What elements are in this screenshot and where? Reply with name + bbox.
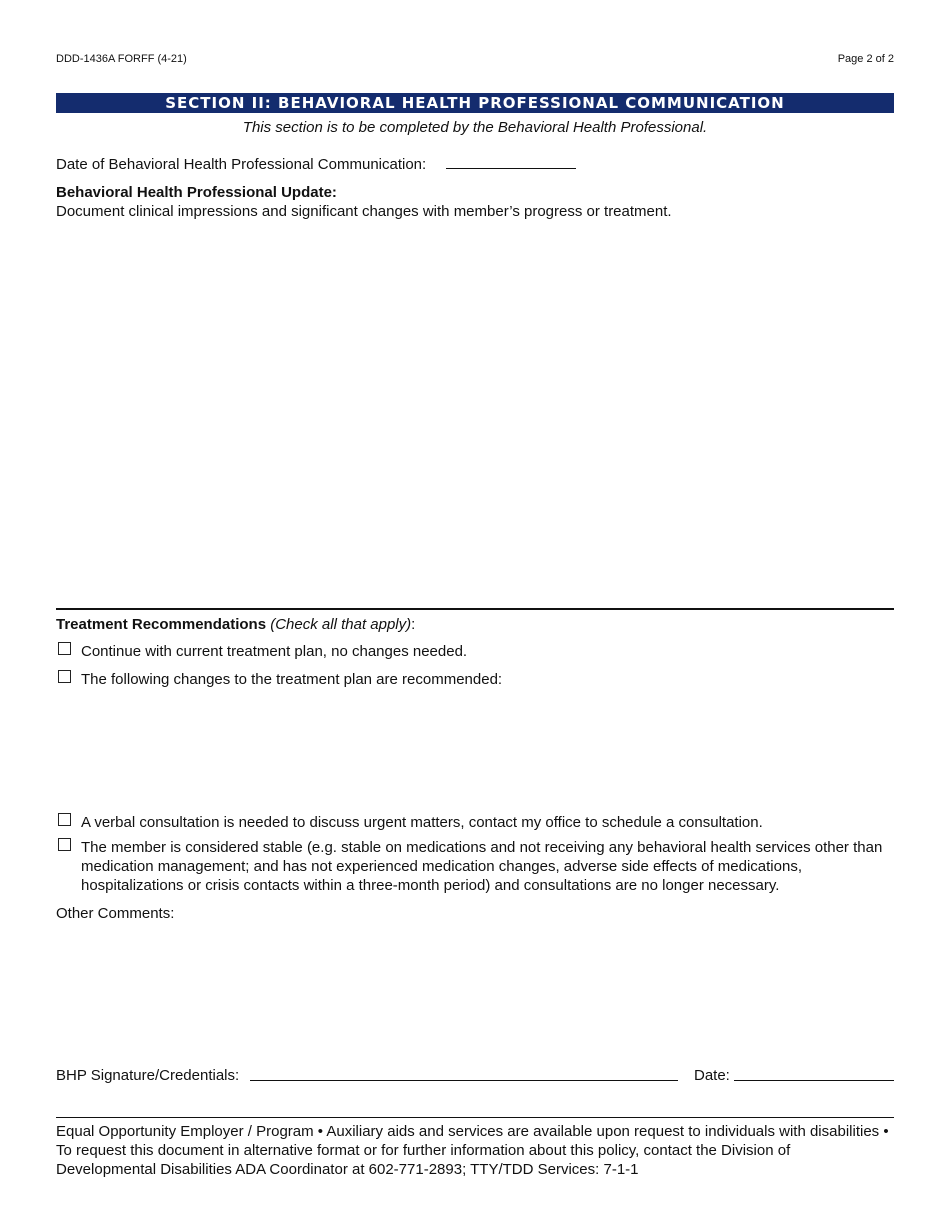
update-heading: Behavioral Health Professional Update: [56,184,337,201]
update-instructions: Document clinical impressions and significant changes with member’s progress or treatment. [56,203,672,220]
section-divider [56,608,894,610]
verbal-consultation-checkbox[interactable] [58,813,71,826]
recommendations-heading [56,615,415,634]
page-number: Page 2 of 2 [837,53,894,65]
signature-label: BHP Signature/Credentials: [56,1067,240,1084]
changes-recommended-checkbox[interactable] [58,670,71,683]
section-title: SECTION II: BEHAVIORAL HEALTH PROFESSIONAL COMMUNICATION [56,93,894,113]
recommendations-heading-text: Treatment Recommendations [56,616,267,633]
continue-plan-label: Continue with current treatment plan, no changes needed. [81,643,468,660]
form-code: DDD-1436A FORFF (4-21) [56,53,187,65]
recommendations-heading-suffix: : [411,616,416,633]
changes-text-area[interactable] [81,694,894,804]
update-text-area[interactable] [56,224,894,604]
member-stable-checkbox[interactable] [58,838,71,851]
signature-field[interactable] [250,1080,678,1081]
communication-date-label: Date of Behavioral Health Professional Communication: [56,156,427,173]
continue-plan-checkbox[interactable] [58,642,71,655]
signature-date-label: Date: [694,1067,730,1084]
recommendations-heading-note: (Check all that apply) [270,616,412,633]
other-comments-label: Other Comments: [56,905,175,922]
section-subtitle: This section is to be completed by the Behavioral Health Professional. [242,119,708,136]
footer-notice: Equal Opportunity Employer / Program • Auxiliary aids and services are available upon request to individuals with disabilities • To request this document in alternative format or for further information about this policy, contact the Division of Developmental Disabilities ADA Coordinator at 602-771-2893; TTY/TDD Services: 7-1-1 [56,1123,889,1178]
verbal-consultation-label: A verbal consultation is needed to discuss urgent matters, contact my office to schedule a consultation. [81,814,763,831]
footer-divider [56,1117,894,1118]
signature-date-field[interactable] [734,1080,894,1081]
changes-recommended-label: The following changes to the treatment plan are recommended: [81,671,503,688]
communication-date-field[interactable] [446,168,576,169]
member-stable-label: The member is considered stable (e.g. stable on medications and not receiving any behavioral health services other than medication management; and has not experienced medication changes, adverse side effects of medications, hospitalizations or crisis contacts within a three-month period) and consultations are no longer necessary. [81,839,883,894]
other-comments-text-area[interactable] [56,926,894,1056]
